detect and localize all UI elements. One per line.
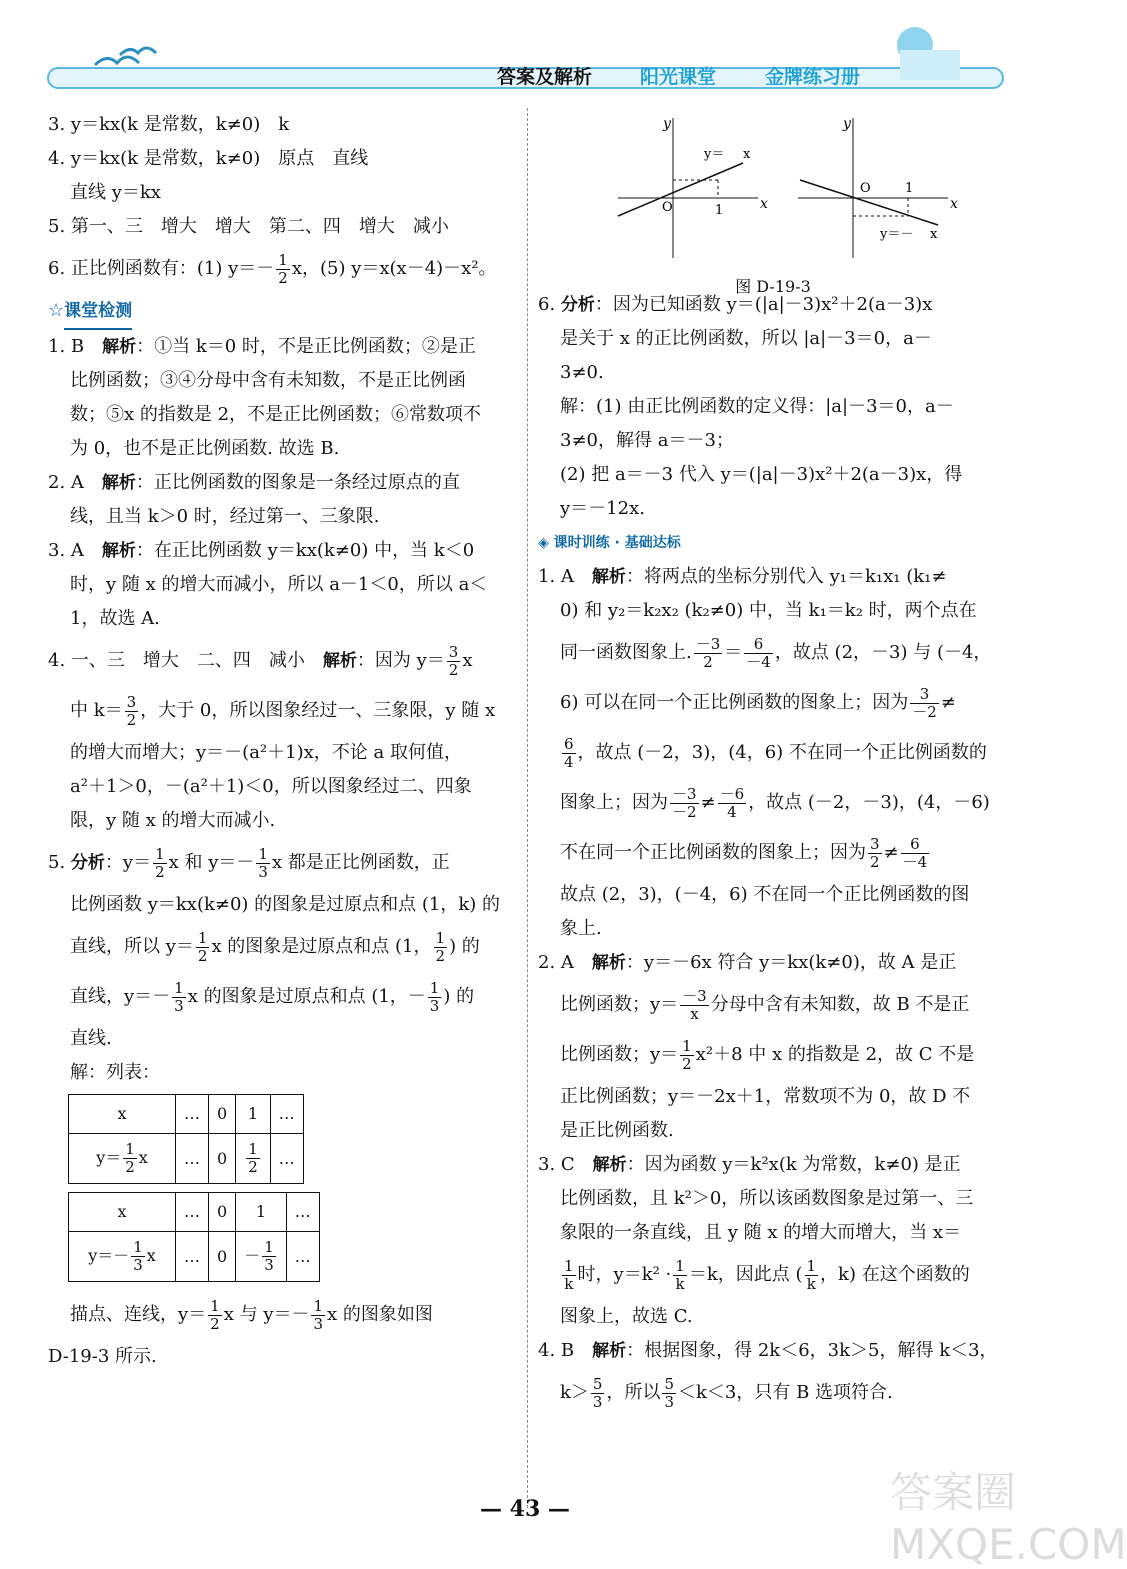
svg-text:1: 1: [905, 181, 914, 196]
watermark: 答案圈 MXQE.COM: [890, 1468, 1127, 1569]
svg-text:x: x: [743, 147, 751, 162]
svg-text:1: 1: [715, 203, 724, 218]
svg-text:y＝－: y＝－: [880, 227, 914, 242]
answer-6: 6. 正比例函数有：(1) y＝－ $\frac{1}{2}$ x，(5) y＝x(x－4)－x²。: [48, 250, 497, 287]
left-column: [48, 108, 518, 1374]
line-y-half-x: [618, 163, 743, 216]
bird-icon: [120, 48, 156, 55]
figure-caption: 图 D-19-3: [735, 277, 811, 296]
svg-text:O: O: [662, 200, 673, 215]
svg-text:x: x: [760, 196, 768, 212]
question-6: 6. 分析：因为已知函数 y＝(|a|－3)x²＋2(a－3)x 是关于 x 的正比例函数，所以 |a|－3＝0，a－ 3≠0. 解：(1) 由正比例函数的定义得：|a|－3＝0，a－ 3≠0，解得 a＝－3； (2) 把 a＝－3 代入 y＝(|a|－3)x²＋2(a－3)x，得 y＝－12x.: [538, 294, 963, 519]
svg-text:y＝: y＝: [704, 147, 725, 162]
header-answers: 答案及解析: [497, 66, 593, 88]
star-icon: ☆: [48, 300, 65, 321]
practice-3: 3. C 解析：因为函数 y＝k²x(k 为常数，k≠0) 是正 比例函数，且 k²＞0，所以该函数图象是过第一、三 象限的一条直线，且 y 随 x 的增大而增大，当 x＝ $\frac{1}{k}$ 时，y＝k² · $\frac{1}{k}$ ＝k，因此点 ( $\frac{1}{k}$ ，k) 在这个函数的 图象上，故选 C.: [538, 1154, 974, 1327]
svg-text:x: x: [930, 227, 938, 242]
svg-text:y: y: [843, 116, 851, 132]
practice-2: 2. A 解析：y＝－6x 符合 y＝kx(k≠0)，故 A 是正 比例函数；y＝ $\frac{-3}{x}$ 分母中含有未知数，故 B 不是正 比例函数；y＝ $\frac{1}{2}$ x²＋8 中 x 的指数是 2，故 C 不是 正比例函数；y＝－2x＋1，常数项不为 0，故 D 不 是正比例函数.: [538, 952, 975, 1141]
section-classroom-check: ☆课堂检测: [48, 294, 518, 330]
value-table-1: x … 0 1 … y＝ $\frac{1}{2}$ x … 0 $\frac{1}{2}$ …: [68, 1094, 304, 1184]
header-book: 金牌练习册: [765, 66, 861, 88]
question-5: 5. 分析：y＝ $\frac{1}{2}$ x 和 y＝－ $\frac{1}{3}$ x 都是正比例函数，正 比例函数 y＝kx(k≠0) 的图象是过原点和点 (1，k) 的 直线，所以 y＝ $\frac{1}{2}$ x 的图象是过原点和点 (1， $\frac{1}{2}$ ) 的 直线，y＝－ $\frac{1}{3}$ x 的图象是过原点和点 (1，－ $\frac{1}{3}$ ) 的 直线. 解：列表：: [48, 844, 501, 1083]
answer-4: 4. y＝kx(k 是常数，k≠0) 原点 直线: [48, 148, 369, 169]
bird-icon: [95, 57, 139, 65]
practice-1: 1. A 解析：将两点的坐标分别代入 y₁＝k₁x₁ (k₁≠ 0) 和 y₂＝k₂x₂ (k₂≠0) 中，当 k₁＝k₂ 时，两个点在 同一函数图象上. $\frac{-3}{2}$ ＝ $\frac{6}{-4}$ ，故点 (2，－3) 与 (－4， 6) 可以在同一个正比例函数的图象上；因为 $\frac{3}{-2}$ ≠ $\frac{6}{4}$ ，故点 (－2，3)，(4，6) 不在同一个正比例函数的 图象上；因为 $\frac{-3}{-2}$ ≠ $\frac{-6}{4}$ ，故点 (－2，－3)，(4，－6) 不在同一个正比例函数的图象上；因为 $\frac{3}{2}$ ≠ $\frac{6}{-4}$ 故点 (2，3)，(－4，6) 不在同一个正比例函数的图 象上.: [538, 566, 992, 939]
plot-description-cont: D-19-3 所示.: [48, 1346, 157, 1367]
plot-description: 描点、连线，y＝ $\frac{1}{2}$ x 与 y＝－ $\frac{1}{3}$ x 的图象如图: [70, 1296, 433, 1333]
question-1: 1. B 解析：①当 k＝0 时，不是正比例函数；②是正 比例函数；③④分母中含有未知数，不是正比例函 数；⑤x 的指数是 2，不是正比例函数；⑥常数项不 为 0，也不是正比例函数. 故选 B.: [48, 336, 482, 459]
page-number: — 43 —: [480, 1496, 570, 1522]
question-4: 4. 一、三 增大 二、四 减小 解析：因为 y＝ $\frac{3}{2}$ x 中 k＝ $\frac{3}{2}$ ，大于 0，所以图象经过一、三象限，y 随 x 的增大而增大；y＝－(a²＋1)x，不论 a 取何值， a²＋1＞0，－(a²＋1)＜0，所以图象经过二、四象 限，y 随 x 的增大而减小.: [48, 642, 496, 831]
answer-4-cont: 直线 y＝kx: [70, 182, 161, 203]
svg-text:O: O: [860, 181, 871, 196]
svg-text:y: y: [663, 116, 671, 132]
figure-d19-3: [538, 108, 1008, 296]
header-series: 阳光课堂: [640, 66, 717, 88]
section-practice: ◈ 课时训练 · 基础达标: [538, 535, 681, 551]
answer-3: 3. y＝kx(k 是常数，k≠0) k: [48, 114, 290, 135]
page-header: [0, 0, 1071, 100]
graphs-svg: [538, 108, 1008, 258]
right-column: [538, 108, 1008, 1418]
practice-4: 4. B 解析：根据图象，得 2k＜6，3k＞5，解得 k＜3， k＞ $\frac{5}{3}$ ，所以 $\frac{5}{3}$ ＜k＜3，只有 B 选项符合.: [538, 1340, 998, 1411]
value-table-2: x … 0 1 … y＝－ $\frac{1}{3}$ x … 0 － $\frac{1}{3}$ …: [68, 1192, 320, 1282]
question-2: 2. A 解析：正比例函数的图象是一条经过原点的直 线，且当 k＞0 时，经过第一、三象限.: [48, 472, 460, 527]
svg-text:x: x: [950, 196, 958, 212]
question-3: 3. A 解析：在正比例函数 y＝kx(k≠0) 中，当 k＜0 时，y 随 x 的增大而减小，所以 a－1＜0，所以 a＜ 1，故选 A.: [48, 540, 488, 629]
column-divider: [527, 108, 529, 1508]
answer-5: 5. 第一、三 增大 增大 第二、四 增大 减小: [48, 216, 449, 237]
